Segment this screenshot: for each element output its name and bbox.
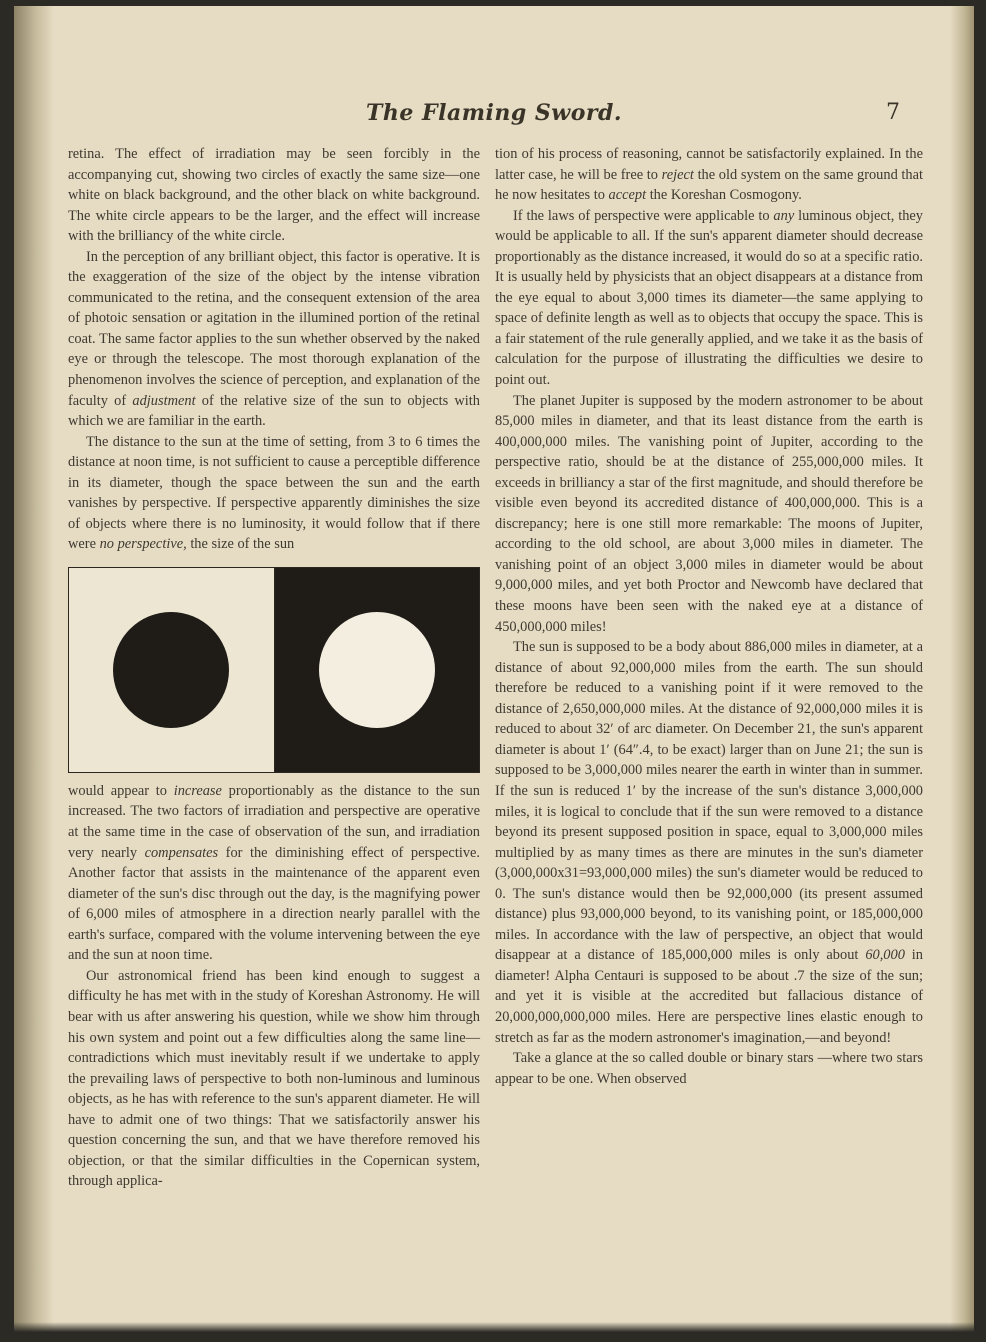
running-header: [14, 100, 974, 134]
paragraph: Our astronomical friend has been kind enough to suggest a difficulty he has met with in the study of Koreshan Astronomy. He will bear with us after answering his question, while we show him through his own system and point out a few difficulties along the same line—contradictions which must inevitably result if we undertake to apply the prevailing laws of perspective to both non-luminous and luminous objects, as he has with reference to the sun's apparent diameter. He will have to admit one of two things: That we satisfactorily answer his question concerning the sun, and that we have therefore removed his objection, or that the similar difficulties in the Copernican system, through applica-: [68, 967, 480, 1190]
paragraph: If the laws of perspective were applicable to any luminous object, they would be applicable to all. If the sun's apparent diameter should decrease proportionably as the distance increased, it would do so at a specific ratio. It is usually held by physicists that an object disappears at a distance from the eye equal to about 3,000 times its diameter—the same applying to space of definite length as well as to objects that occupy the space. This is a fair statement of the rule generally applied, and we take it as the basis of calculation for the purpose of illustrating the difficulties we desire to point out.: [495, 207, 923, 389]
page-number: 7: [886, 100, 900, 125]
paragraph: The sun is supposed to be a body about 886,000 miles in diameter, at a distance of about 92,000,000 miles from the earth. The sun should therefore be reduced to a vanishing point if it were removed to the distance of 2,650,000,000 miles. At the distance of 92,000,000 miles it is reduced to about 32′ of arc diameter. On December 21, the sun's apparent diameter is about 1′ (64″.4, to be exact) larger than on June 21; the sun is supposed to be 3,000,000 miles nearer the earth in winter than in summer. If the sun is reduced 1′ by the increase of the sun's distance 3,000,000 miles, it is logical to conclude that if the sun were removed to a distance beyond its present supposed position in space, equal to 3,000,000 miles multiplied by as many times as there are minutes in the sun's diameter (3,000,000x31=93,000,000 miles) the sun's diameter would be reduced to 0. The sun's distance would then be 92,000,000 (its present assumed distance) plus 93,000,000 beyond, to its vanishing point, or 185,000,000 miles. In accordance with the law of perspective, an object that would disappear at a distance of 185,000,000 miles is only about 60,000 in diameter! Alpha Centauri is supposed to be about .7 the size of the sun; and yet it is visible at the accredited but fallacious distance of 20,000,000,000,000 miles. Here are perspective lines elastic enough to stretch as far as the modern astronomer's imagination,—and beyond!: [495, 639, 923, 1046]
black-background-panel: [275, 568, 480, 772]
paragraph: would appear to increase proportionably as the distance to the sun increased. The two factors of irradiation and perspective are operative at the same time in the case of observation of the sun, and irradiation very nearly compensates for the diminishing effect of perspective. Another factor that assists in the maintenance of the apparent even diameter of the sun's disc through out the day, is the magnifying power of 6,000 miles of atmosphere in a direction nearly parallel with the earth's surface, compared with the volume intervening between the eye and the sun at noon time.: [68, 782, 480, 964]
paragraph: tion of his process of reasoning, cannot be satisfactorily explained. In the latter case, he will be free to reject the old system on the same ground that he now hesitates to accept the Koreshan Cosmogony.: [495, 146, 924, 204]
page-spine-shadow: [14, 6, 54, 1332]
left-column: [68, 144, 480, 1192]
paragraph: retina. The effect of irradiation may be seen forcibly in the accompanying cut, showing two circles of exactly the same size—one white on black background, and the other black on white background. The white circle appears to be the larger, and the effect will increase with the brilliancy of the white circle.: [68, 146, 480, 245]
page-bottom-shadow: [14, 1322, 974, 1332]
irradiation-figure: [68, 567, 480, 773]
black-circle: [113, 612, 229, 728]
paragraph: Take a glance at the so called double or binary stars —where two stars appear to be one. When observed: [495, 1050, 923, 1087]
paragraph: In the perception of any brilliant object, this factor is operative. It is the exaggeration of the size of the object by the intense vibration communicated to the retina, and the consequent extension of the area of photoic sensation or agitation in the illumined portion of the retinal coat. The same factor applies to the sun whether observed by the naked eye or through the telescope. The most thorough explanation of the phenomenon involves the science of perception, and explanation of the faculty of adjustment of the relative size of the sun to objects with which we are familiar in the earth.: [68, 248, 480, 430]
page-edge-shadow: [950, 6, 974, 1332]
right-column: [495, 144, 923, 1089]
journal-title: The Flaming Sword.: [365, 100, 623, 126]
book-page: [14, 6, 974, 1332]
white-circle: [319, 612, 435, 728]
paragraph: The planet Jupiter is supposed by the modern astronomer to be about 85,000 miles in diameter, and that its least distance from the earth is 400,000,000 miles. The vanishing point of Jupiter, according to the perspective ratio, should be at the distance of 255,000,000 miles. It exceeds in brilliancy a star of the first magnitude, and should therefore be visible even beyond its accredited distance of 400,000,000. This is a discrepancy; here is one still more remarkable: The moons of Jupiter, according to the old school, are about 3,000 miles in diameter. The vanishing point of an object 3,000 miles in diameter would be about 9,000,000 miles, and yet both Proctor and Newcomb have declared that these moons have been seen with the naked eye at a distance of 450,000,000 miles!: [495, 392, 923, 635]
white-background-panel: [69, 568, 275, 772]
paragraph: The distance to the sun at the time of setting, from 3 to 6 times the distance at noon time, is not sufficient to cause a perceptible difference in its diameter, though the space between the sun and the earth vanishes by perspective. If perspective apparently diminishes the size of objects where there is no luminosity, it would follow that if there were no perspective, the size of the sun: [68, 433, 480, 553]
